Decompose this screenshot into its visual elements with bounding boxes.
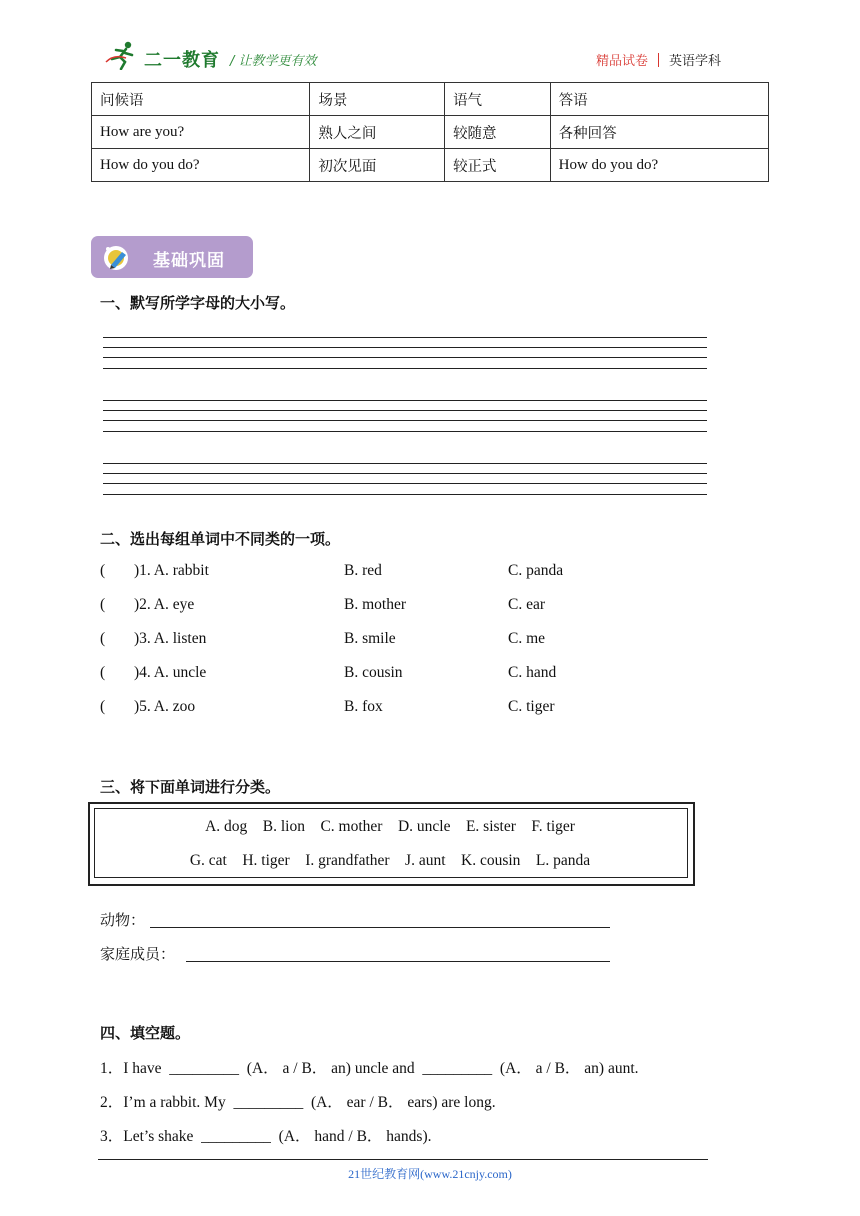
table-cell: 较随意 — [445, 116, 551, 149]
table-cell: How do you do? — [92, 149, 310, 182]
runner-logo-icon — [104, 40, 142, 70]
writing-lines — [103, 463, 707, 495]
choice-a: )5. A. zoo — [134, 698, 196, 715]
family-answer-line[interactable] — [186, 961, 610, 962]
fill-question-3: 3．Let’s shake _________ (A． hand / B． hands). — [100, 1128, 432, 1145]
choice-paren: ( — [100, 596, 106, 613]
choice-c: C. hand — [508, 664, 557, 681]
animals-label: 动物： — [100, 911, 146, 929]
table-cell: How are you? — [92, 116, 310, 149]
choice-paren: ( — [100, 664, 106, 681]
choice-b: B. mother — [344, 596, 406, 613]
choice-a: )2. A. eye — [134, 596, 195, 613]
table-cell: 初次见面 — [310, 149, 445, 182]
choice-c: C. panda — [508, 562, 564, 579]
header-right — [596, 50, 721, 69]
fill-question-1: 1．I have _________ (A． a / B． an) uncle and _________ (A． a / B． an) aunt. — [100, 1060, 639, 1077]
animals-answer-line[interactable] — [150, 927, 610, 928]
fill-question-2: 2．I’m a rabbit. My _________ (A． ear / B． ears) are long. — [100, 1094, 496, 1111]
table-cell: 场景 — [310, 83, 445, 116]
pencil-badge-icon — [102, 243, 132, 273]
banner-label: 基础巩固 — [153, 251, 225, 271]
table-cell: 各种回答 — [550, 116, 768, 149]
header-divider — [658, 53, 659, 67]
writing-lines — [103, 337, 707, 369]
footer-text[interactable]: 21世纪教育网(www.21cnjy.com) — [348, 1167, 512, 1181]
table-cell: 答语 — [550, 83, 768, 116]
choice-paren: ( — [100, 698, 106, 715]
choice-b: B. smile — [344, 630, 396, 647]
choice-c: C. me — [508, 630, 546, 647]
header-label: 精品试卷 — [596, 54, 649, 69]
table-cell: 问候语 — [92, 83, 310, 116]
choice-paren: ( — [100, 562, 106, 579]
choice-b: B. red — [344, 562, 382, 579]
logo-slogan: / 让教学更有效 — [230, 54, 317, 69]
family-label: 家庭成员： — [100, 945, 176, 963]
table-cell: 语气 — [445, 83, 551, 116]
section1-title: 一、默写所学字母的大小写。 — [100, 294, 296, 312]
table-row — [92, 149, 769, 182]
writing-lines — [103, 400, 707, 432]
table-cell: 熟人之间 — [310, 116, 445, 149]
section2-title: 二、选出每组单词中不同类的一项。 — [100, 530, 341, 548]
header-subject: 英语学科 — [669, 54, 722, 69]
word-list-line1: A. dog B. lion C. mother D. uncle E. sister F. tiger — [205, 818, 575, 835]
choice-a: )1. A. rabbit — [134, 562, 209, 579]
word-list-line2: G. cat H. tiger I. grandfather J. aunt K. cousin L. panda — [189, 852, 591, 869]
section4-title: 四、填空题。 — [100, 1024, 191, 1042]
table-cell: 较正式 — [445, 149, 551, 182]
choice-paren: ( — [100, 630, 106, 647]
section3-title: 三、将下面单词进行分类。 — [100, 778, 281, 796]
choice-b: B. cousin — [344, 664, 403, 681]
choice-a: )3. A. listen — [134, 630, 207, 647]
choice-c: C. tiger — [508, 698, 555, 715]
greeting-table — [91, 82, 769, 182]
choice-c: C. ear — [508, 596, 546, 613]
logo-text: 二一教育 — [144, 50, 220, 71]
choice-a: )4. A. uncle — [134, 664, 207, 681]
choice-b: B. fox — [344, 698, 383, 715]
table-row — [92, 83, 769, 116]
table-row — [92, 116, 769, 149]
footer-rule — [98, 1159, 708, 1160]
table-cell: How do you do? — [550, 149, 768, 182]
